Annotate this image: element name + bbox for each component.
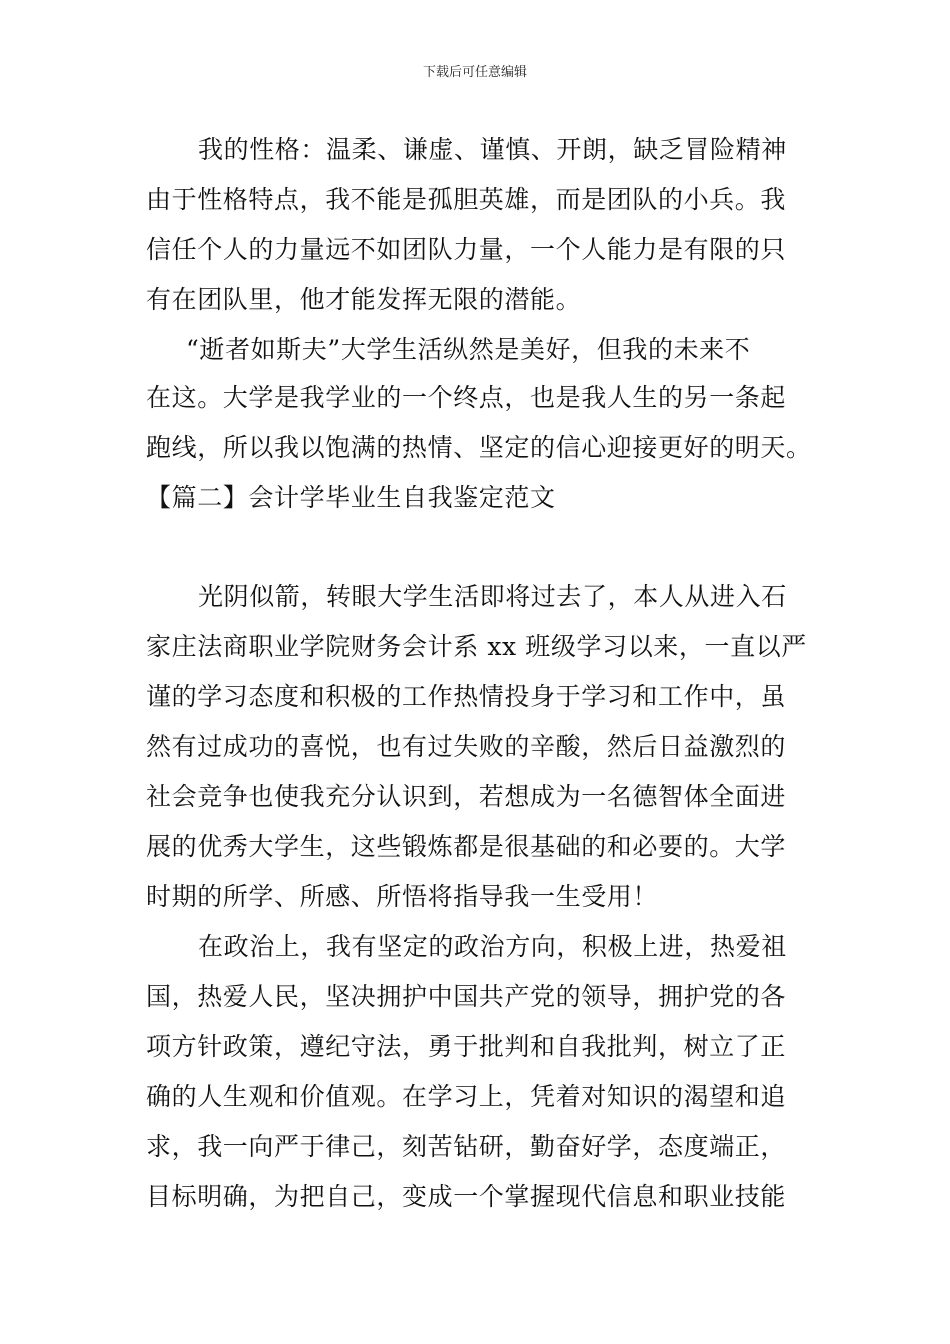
paragraph-line: 信任个人的力量远不如团队力量，一个人能力是有限的只 bbox=[146, 235, 787, 264]
paragraph-line: 国，热爱人民，坚决拥护中国共产党的领导，拥护党的各 bbox=[146, 982, 787, 1011]
paragraph-line: 由于性格特点，我不能是孤胆英雄，而是团队的小兵。我 bbox=[146, 185, 787, 214]
paragraph-line: 在这。大学是我学业的一个终点，也是我人生的另一条起 bbox=[146, 383, 787, 412]
paragraph-line: 目标明确，为把自己，变成一个掌握现代信息和职业技能 bbox=[146, 1182, 787, 1211]
paragraph-line: 确的人生观和价值观。在学习上，凭着对知识的渴望和追 bbox=[146, 1082, 787, 1111]
page-header: 下载后可任意编辑 bbox=[422, 65, 527, 80]
section-heading: 【篇二】会计学毕业生自我鉴定范文 bbox=[146, 483, 556, 512]
paragraph-line: 社会竞争也使我充分认识到，若想成为一名德智体全面进 bbox=[146, 782, 787, 811]
paragraph-line: 时期的所学、所感、所悟将指导我一生受用！ bbox=[146, 882, 659, 911]
paragraph-line: “逝者如斯夫”大学生活纵然是美好，但我的未来不 bbox=[186, 335, 751, 364]
paragraph-line: 跑线，所以我以饱满的热情、坚定的信心迎接更好的明天。 bbox=[146, 433, 812, 462]
paragraph-line: 项方针政策，遵纪守法，勇于批判和自我批判，树立了正 bbox=[146, 1032, 787, 1061]
paragraph-line: 光阴似箭，转眼大学生活即将过去了，本人从进入石 bbox=[198, 582, 787, 611]
paragraph-line: 谨的学习态度和积极的工作热情投身于学习和工作中，虽 bbox=[146, 682, 787, 711]
paragraph-line: 展的优秀大学生，这些锻炼都是很基础的和必要的。大学 bbox=[146, 832, 787, 861]
paragraph-line: 在政治上，我有坚定的政治方向，积极上进，热爱祖 bbox=[198, 932, 787, 961]
paragraph-line: 我的性格：温柔、谦虚、谨慎、开朗，缺乏冒险精神 bbox=[198, 135, 787, 164]
paragraph-line: 求，我一向严于律己，刻苦钻研，勤奋好学，态度端正， bbox=[146, 1132, 787, 1161]
paragraph-line: 有在团队里，他才能发挥无限的潜能。 bbox=[146, 285, 582, 314]
paragraph-line: 家庄法商职业学院财务会计系 xx 班级学习以来，一直以严 bbox=[146, 632, 807, 661]
paragraph-line: 然有过成功的喜悦，也有过失败的辛酸，然后日益激烈的 bbox=[146, 732, 787, 761]
